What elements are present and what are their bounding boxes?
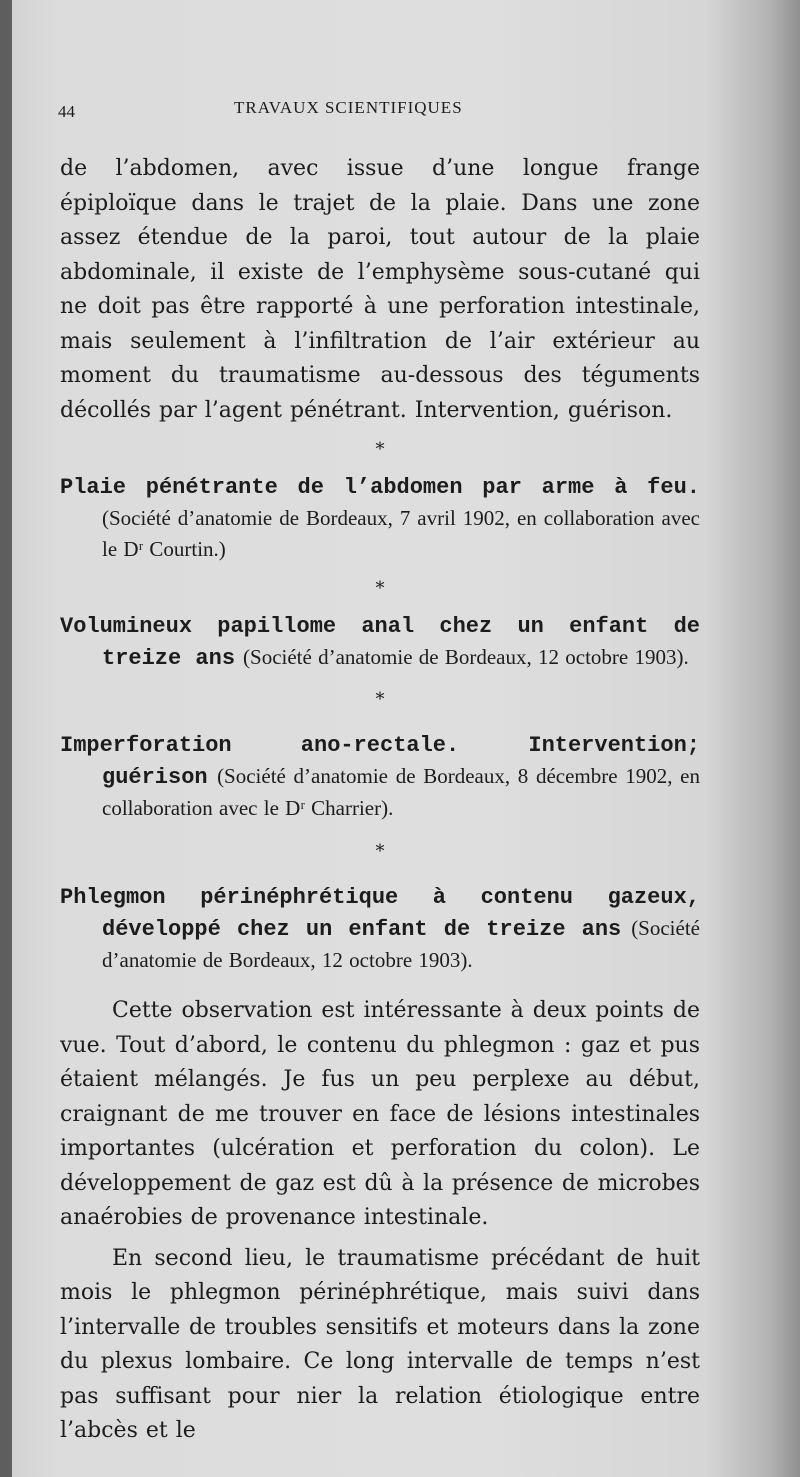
page-number: 44 bbox=[58, 102, 75, 121]
asterism-divider: * bbox=[375, 841, 385, 862]
entry-3-source: (Société d’anatomie de Bordeaux, 8 décembre 1902, en collaboration avec le Dʳ Charrier). bbox=[102, 764, 700, 820]
entry-1 bbox=[60, 472, 700, 565]
entry-4-title: Phlegmon périnéphrétique à contenu gazeux, développé chez un enfant de treize ans bbox=[60, 885, 700, 942]
entry-2 bbox=[60, 611, 700, 674]
running-title: TRAVAUX SCIENTIFIQUES bbox=[234, 98, 463, 117]
entry-4-source: (Société d’anatomie de Bordeaux, 12 octobre 1903). bbox=[102, 916, 700, 972]
entry-1-source: (Société d’anatomie de Bordeaux, 7 avril 1902, en collaboration avec le Dʳ Courtin.) bbox=[102, 506, 700, 561]
asterism-divider: * bbox=[375, 439, 385, 460]
continuation-paragraph: de l’abdomen, avec issue d’une longue frange épiploïque dans le trajet de la plaie. Dans une zone assez étendue de la paroi, tout autour de la plaie abdominale, il existe de l’emphysème sous-cutané qui ne doit pas être rapporté à une perforation intestinale, mais seulement à l’infiltration de l’air extérieur au moment du traumatisme au-dessous des téguments décollés par l’agent pénétrant. Intervention, guérison. bbox=[60, 156, 700, 423]
asterism-divider: * bbox=[375, 689, 385, 710]
entry-3 bbox=[60, 730, 700, 824]
entry-3-title: Imperforation ano-rectale. Intervention; guérison bbox=[60, 733, 700, 790]
page-header bbox=[12, 98, 800, 128]
entry-1-title: Plaie pénétrante de l’abdomen par arme à feu. bbox=[60, 475, 700, 500]
entry-2-title: Volumineux papillome anal chez un enfant de treize ans bbox=[60, 614, 700, 671]
asterism-divider: * bbox=[375, 578, 385, 599]
page-body bbox=[60, 152, 700, 1449]
body-paragraph-1: Cette observation est intéressante à deux points de vue. Tout d’abord, le contenu du phlegmon : gaz et pus étaient mélangés. Je fus un peu perplexe au début, craignant de me trouver en face de lésions intestinales importantes (ulcération et perforation du colon). Le développement de gaz est dû à la présence de microbes anaérobies de provenance intestinale. bbox=[60, 998, 700, 1230]
body-paragraph-2: En second lieu, le traumatisme précédant de huit mois le phlegmon périnéphrétique, mais suivi dans l’intervalle de troubles sensitifs et moteurs dans la zone du plexus lombaire. Ce long intervalle de temps n’est pas suffisant pour nier la relation étiologique entre l’abcès et le bbox=[60, 1245, 700, 1443]
entry-2-source: (Société d’anatomie de Bordeaux, 12 octobre 1903). bbox=[243, 645, 689, 669]
entry-4 bbox=[60, 882, 700, 976]
book-page bbox=[12, 0, 800, 1477]
